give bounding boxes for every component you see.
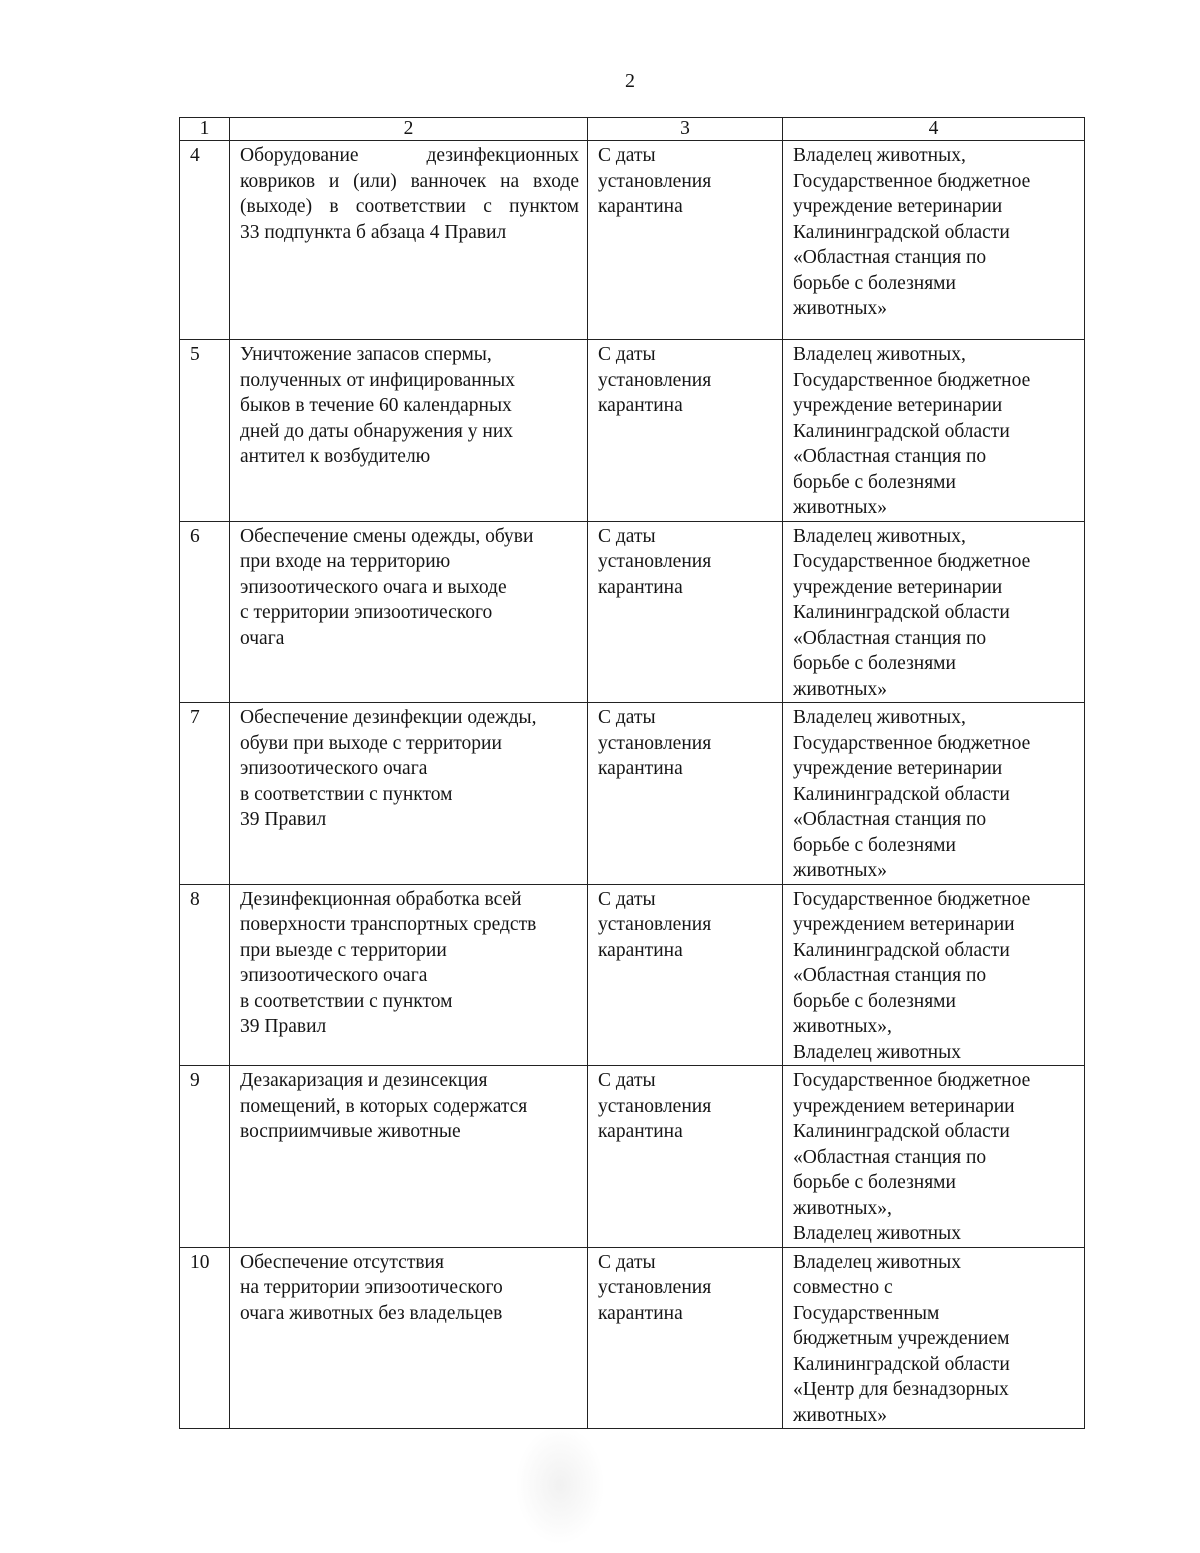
- responsible-line: «Областная станция по: [793, 247, 987, 268]
- responsible-line: животных»: [793, 678, 888, 700]
- measure-line: при входе на территорию: [240, 551, 451, 572]
- responsible-line: бюджетным учреждением: [793, 1328, 1010, 1349]
- measure-line: Дезакаризация и дезинсекция: [240, 1070, 488, 1091]
- deadline-line: С даты: [598, 1070, 656, 1091]
- responsible-line: борьбе с болезнями: [793, 272, 956, 294]
- measure-cell: [230, 703, 588, 885]
- deadline-line: установления: [598, 914, 712, 935]
- deadline-cell: [588, 703, 783, 885]
- measure-line: Уничтожение запасов спермы,: [240, 344, 492, 365]
- deadline-line: карантина: [598, 576, 683, 598]
- measure-line: очага: [240, 627, 285, 649]
- responsible-line: «Областная станция по: [793, 1146, 987, 1168]
- measure-cell: [230, 521, 588, 703]
- responsible-line: животных»,: [793, 1016, 892, 1037]
- deadline-cell: [588, 884, 783, 1066]
- row-number: 4: [180, 141, 230, 340]
- measure-line: (выходе) в соответствии с пунктом: [240, 196, 579, 217]
- measure-line: восприимчивые животные: [240, 1121, 461, 1142]
- deadline-line: С даты: [598, 344, 656, 365]
- faint-stamp-mark: [515, 1425, 605, 1545]
- responsible-line: животных»: [793, 497, 888, 518]
- responsible-line: Калининградской области: [793, 221, 1010, 243]
- responsible-cell: [783, 1066, 1085, 1248]
- responsible-line: Владелец животных,: [793, 525, 966, 547]
- measure-line: Обеспечение смены одежды, обуви: [240, 525, 534, 547]
- deadline-cell: [588, 521, 783, 703]
- deadline-line: установления: [598, 170, 712, 192]
- measure-line: Обеспечение отсутствия: [240, 1251, 444, 1273]
- responsible-line: совместно с: [793, 1277, 893, 1298]
- deadline-line: установления: [598, 1277, 712, 1298]
- header-cell-4: 4: [783, 118, 1085, 141]
- responsible-line: Владелец животных,: [793, 145, 966, 166]
- measure-line: Оборудование дезинфекционных: [240, 145, 579, 166]
- measure-line: на территории эпизоотического: [240, 1277, 503, 1298]
- deadline-cell: [588, 1247, 783, 1429]
- responsible-line: борьбе с болезнями: [793, 471, 956, 493]
- header-cell-2: 2: [230, 118, 588, 141]
- responsible-line: Государственным: [793, 1302, 940, 1324]
- row-number: 9: [180, 1066, 230, 1248]
- header-cell-3: 3: [588, 118, 783, 141]
- responsible-line: Государственное бюджетное: [793, 170, 1031, 192]
- responsible-line: учреждение ветеринарии: [793, 576, 1003, 598]
- table-row: [180, 884, 1085, 1066]
- table-row: [180, 1066, 1085, 1248]
- deadline-line: С даты: [598, 145, 656, 166]
- responsible-line: учреждение ветеринарии: [793, 758, 1003, 779]
- responsible-line: «Центр для безнадзорных: [793, 1379, 1009, 1400]
- responsible-line: учреждением ветеринарии: [793, 1095, 1015, 1117]
- responsible-line: Государственное бюджетное: [793, 1070, 1031, 1091]
- measure-line: эпизоотического очага и выходе: [240, 576, 507, 598]
- responsible-line: животных»: [793, 298, 888, 319]
- row-number: 10: [180, 1247, 230, 1429]
- deadline-line: карантина: [598, 1121, 683, 1142]
- measure-line: поверхности транспортных средств: [240, 914, 537, 935]
- deadline-line: С даты: [598, 525, 656, 547]
- responsible-line: Владелец животных,: [793, 707, 966, 728]
- responsible-line: Калининградской области: [793, 783, 1010, 805]
- measure-line: 39 Правил: [240, 1016, 327, 1037]
- responsible-line: «Областная станция по: [793, 446, 987, 467]
- responsible-line: борьбе с болезнями: [793, 990, 956, 1012]
- deadline-line: установления: [598, 1095, 712, 1117]
- responsible-line: Государственное бюджетное: [793, 551, 1031, 572]
- responsible-line: Государственное бюджетное: [793, 369, 1031, 391]
- measure-line: полученных от инфицированных: [240, 369, 515, 391]
- measure-cell: [230, 1066, 588, 1248]
- row-number: 6: [180, 521, 230, 703]
- responsible-line: учреждение ветеринарии: [793, 196, 1003, 217]
- responsible-cell: [783, 884, 1085, 1066]
- deadline-line: С даты: [598, 707, 656, 728]
- responsible-line: Калининградской области: [793, 602, 1010, 623]
- responsible-line: «Областная станция по: [793, 965, 987, 986]
- deadline-line: карантина: [598, 196, 683, 217]
- deadline-line: установления: [598, 732, 712, 754]
- deadline-line: установления: [598, 369, 712, 391]
- responsible-line: борьбе с болезнями: [793, 1172, 956, 1193]
- row-number: 8: [180, 884, 230, 1066]
- deadline-line: карантина: [598, 758, 683, 779]
- responsible-line: «Областная станция по: [793, 627, 987, 649]
- responsible-line: Владелец животных,: [793, 344, 966, 365]
- measure-cell: [230, 1247, 588, 1429]
- measure-line: эпизоотического очага: [240, 758, 428, 779]
- deadline-line: С даты: [598, 888, 656, 910]
- responsible-line: «Областная станция по: [793, 809, 987, 830]
- measure-cell: [230, 884, 588, 1066]
- responsible-line: животных»: [793, 1404, 888, 1426]
- measure-line: в соответствии с пунктом: [240, 783, 453, 805]
- responsible-line: борьбе с болезнями: [793, 834, 956, 856]
- row-number: 5: [180, 340, 230, 522]
- responsible-line: Калининградской области: [793, 1121, 1010, 1142]
- header-cell-1: 1: [180, 118, 230, 141]
- responsible-line: Калининградской области: [793, 939, 1010, 961]
- measure-line: быков в течение 60 календарных: [240, 395, 512, 416]
- measure-cell: [230, 340, 588, 522]
- measure-line: ковриков и (или) ванночек на входе: [240, 170, 579, 192]
- row-number: 7: [180, 703, 230, 885]
- measure-line: помещений, в которых содержатся: [240, 1095, 528, 1117]
- measure-line: дней до даты обнаружения у них: [240, 420, 514, 442]
- table-row: [180, 1247, 1085, 1429]
- responsible-cell: [783, 1247, 1085, 1429]
- deadline-line: установления: [598, 551, 712, 572]
- responsible-line: Государственное бюджетное: [793, 732, 1031, 754]
- deadline-cell: [588, 141, 783, 340]
- responsible-line: Калининградской области: [793, 1353, 1010, 1375]
- measure-line: в соответствии с пунктом: [240, 990, 453, 1012]
- responsible-cell: [783, 141, 1085, 340]
- measure-line: обуви при выходе с территории: [240, 732, 502, 754]
- responsible-line: учреждением ветеринарии: [793, 914, 1015, 935]
- responsible-cell: [783, 521, 1085, 703]
- table-row: [180, 703, 1085, 885]
- table-row: [180, 141, 1085, 340]
- deadline-cell: [588, 1066, 783, 1248]
- measure-line: с территории эпизоотического: [240, 602, 493, 623]
- measure-line: 33 подпункта б абзаца 4 Правил: [240, 221, 507, 243]
- table-header-row: [180, 118, 1085, 141]
- measure-line: Обеспечение дезинфекции одежды,: [240, 707, 537, 728]
- measure-cell: [230, 141, 588, 340]
- measure-line: Дезинфекционная обработка всей: [240, 888, 522, 910]
- responsible-line: Владелец животных: [793, 1041, 961, 1063]
- responsible-line: животных»: [793, 860, 888, 881]
- deadline-line: карантина: [598, 1302, 683, 1324]
- responsible-line: борьбе с болезнями: [793, 653, 956, 674]
- deadline-line: С даты: [598, 1251, 656, 1273]
- measure-line: 39 Правил: [240, 809, 327, 830]
- measures-table: [179, 117, 1085, 1429]
- deadline-line: карантина: [598, 939, 683, 961]
- responsible-cell: [783, 340, 1085, 522]
- responsible-line: Калининградской области: [793, 420, 1010, 442]
- deadline-line: карантина: [598, 395, 683, 416]
- table-row: [180, 521, 1085, 703]
- responsible-line: Владелец животных: [793, 1251, 961, 1273]
- table-row: [180, 340, 1085, 522]
- measure-line: при выезде с территории: [240, 939, 447, 961]
- deadline-cell: [588, 340, 783, 522]
- responsible-line: учреждение ветеринарии: [793, 395, 1003, 416]
- measure-line: антител к возбудителю: [240, 446, 431, 467]
- responsible-line: Государственное бюджетное: [793, 888, 1031, 910]
- responsible-cell: [783, 703, 1085, 885]
- measure-line: эпизоотического очага: [240, 965, 428, 986]
- responsible-line: Владелец животных: [793, 1223, 961, 1244]
- measure-line: очага животных без владельцев: [240, 1302, 503, 1324]
- responsible-line: животных»,: [793, 1197, 892, 1219]
- page-number: 2: [625, 70, 635, 92]
